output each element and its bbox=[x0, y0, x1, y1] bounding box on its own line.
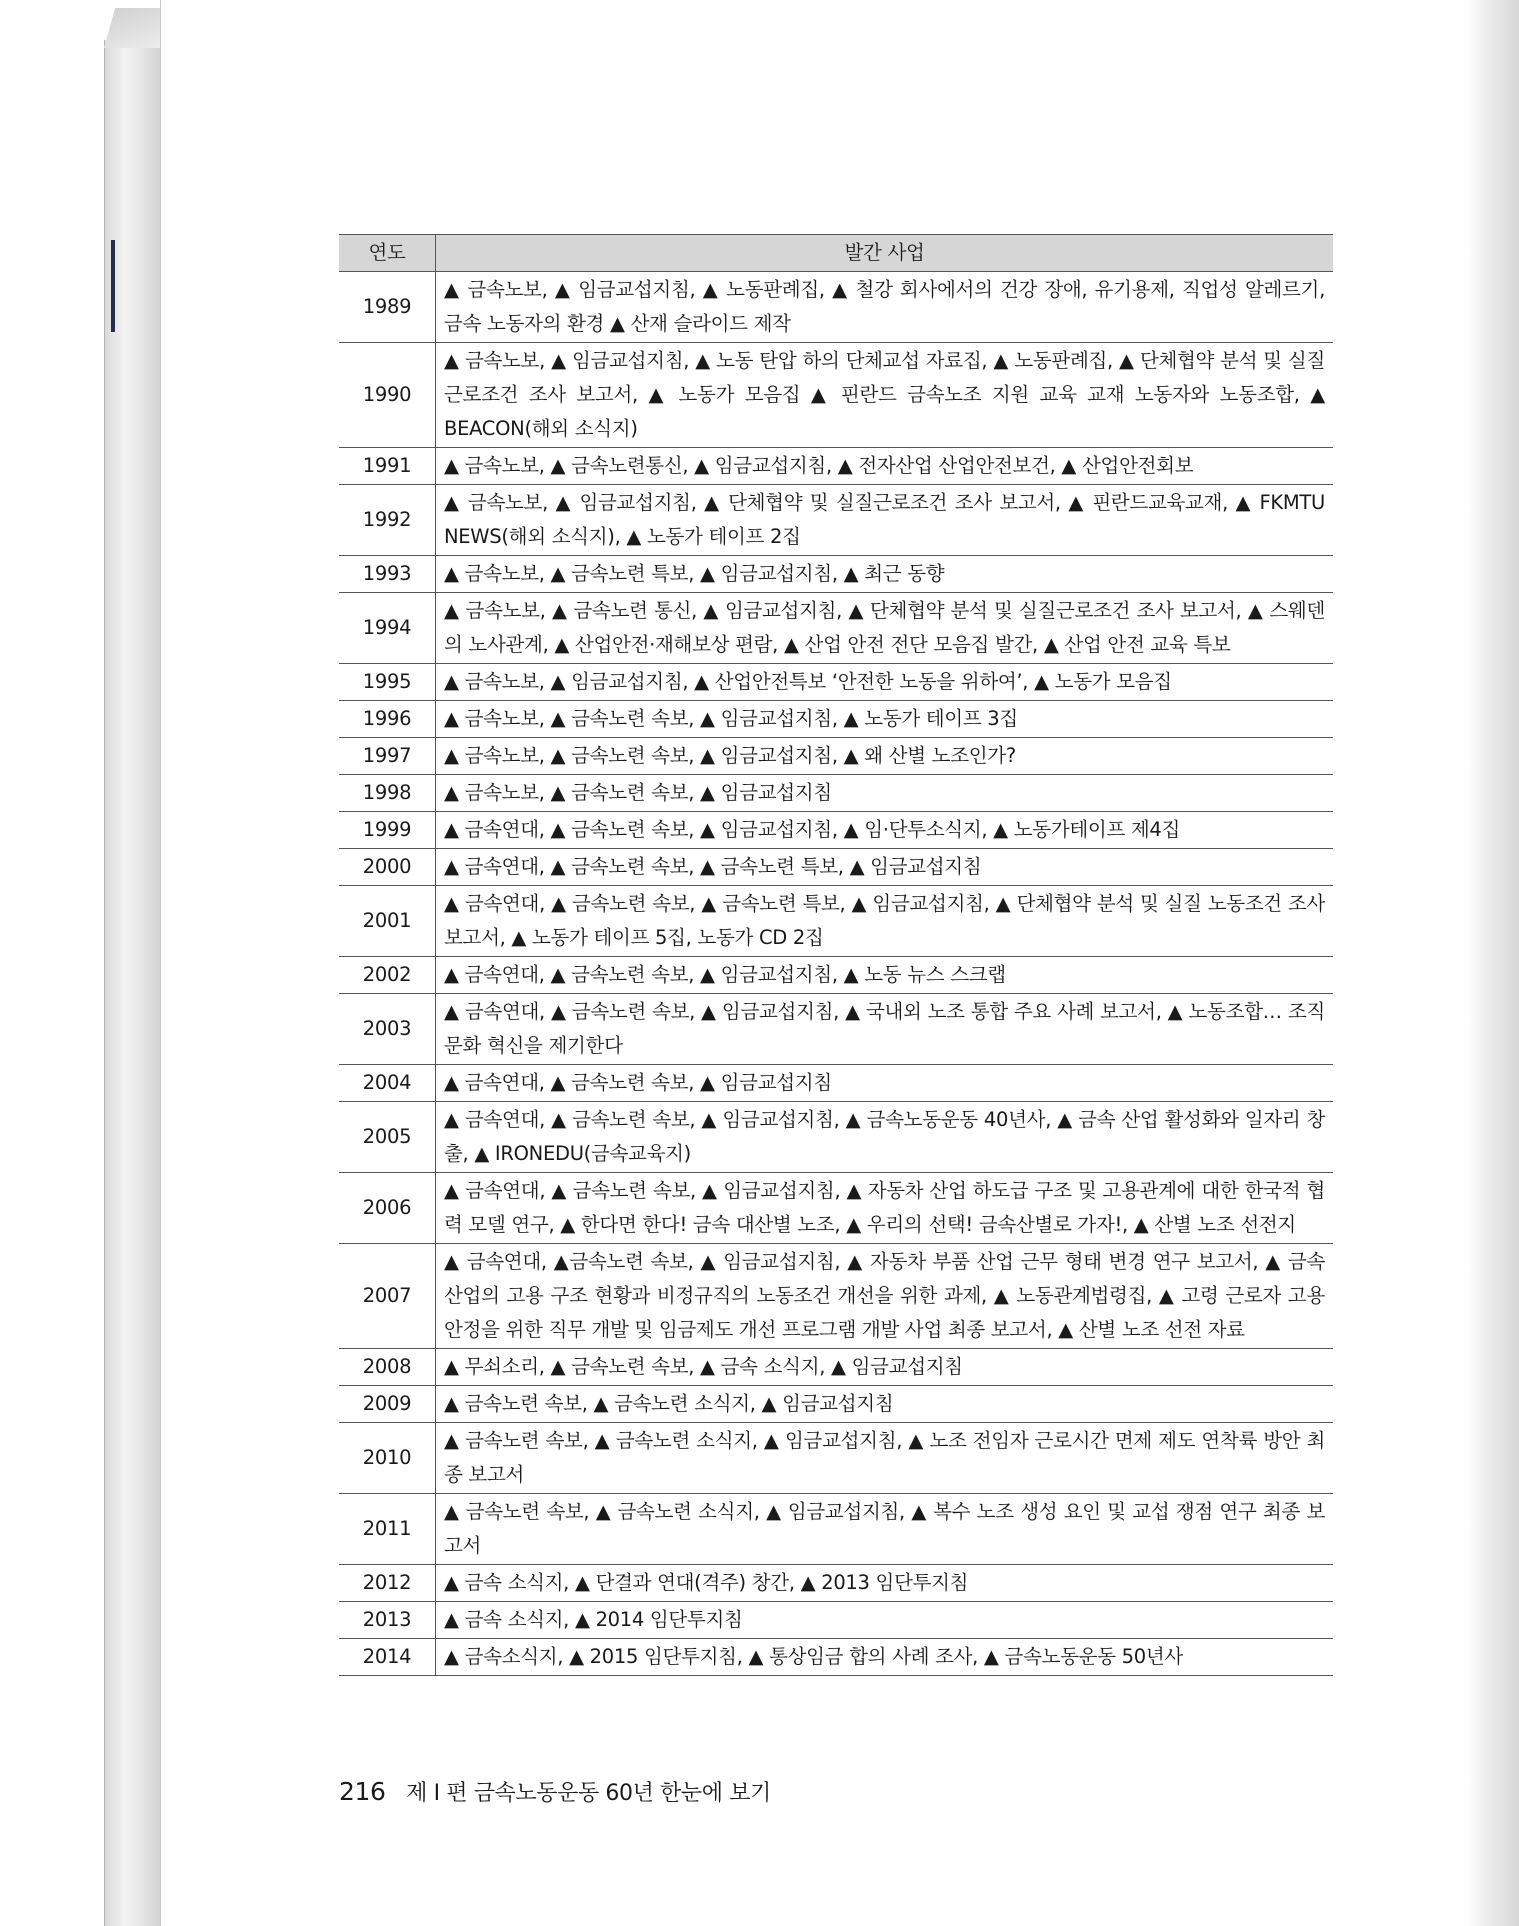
table-row bbox=[339, 1565, 1333, 1602]
publications-cell: ▲ 금속노보, ▲ 임금교섭지침, ▲ 산업안전특보 ‘안전한 노동을 위하여’, ▲ 노동가 모음집 bbox=[436, 664, 1334, 701]
year-cell: 1994 bbox=[339, 593, 436, 664]
table-row bbox=[339, 775, 1333, 812]
year-cell: 1999 bbox=[339, 812, 436, 849]
table-row bbox=[339, 849, 1333, 886]
publications-cell: ▲ 금속연대, ▲ 금속노련 속보, ▲ 임금교섭지침, ▲ 자동차 산업 하도급 구조 및 고용관계에 대한 한국적 협력 모델 연구, ▲ 한다면 한다! 금속 대산별 노조, ▲ 우리의 선택! 금속산별로 가자!, ▲ 산별 노조 선전지 bbox=[436, 1173, 1334, 1244]
publications-cell: ▲ 금속연대, ▲ 금속노련 속보, ▲ 임금교섭지침, ▲ 국내외 노조 통합 주요 사례 보고서, ▲ 노동조합… 조직문화 혁신을 제기한다 bbox=[436, 994, 1334, 1065]
page-footer bbox=[339, 1776, 771, 1807]
year-cell: 2005 bbox=[339, 1102, 436, 1173]
page-curl-shadow bbox=[1467, 0, 1519, 1926]
table-row bbox=[339, 1386, 1333, 1423]
publications-cell: ▲ 금속노보, ▲ 임금교섭지침, ▲ 노동판례집, ▲ 철강 회사에서의 건강 장애, 유기용제, 직업성 알레르기, 금속 노동자의 환경 ▲ 산재 슬라이드 제작 bbox=[436, 272, 1334, 343]
publications-cell: ▲ 금속연대, ▲ 금속노련 속보, ▲ 금속노련 특보, ▲ 임금교섭지침, ▲ 단체협약 분석 및 실질 노동조건 조사 보고서, ▲ 노동가 테이프 5집, 노동가 CD 2집 bbox=[436, 886, 1334, 957]
publications-cell: ▲ 금속노보, ▲ 금속노련 속보, ▲ 임금교섭지침, ▲ 왜 산별 노조인가? bbox=[436, 738, 1334, 775]
table-row bbox=[339, 957, 1333, 994]
book-page-stack-top bbox=[104, 8, 160, 48]
table-row bbox=[339, 1244, 1333, 1349]
year-cell: 2003 bbox=[339, 994, 436, 1065]
year-cell: 2000 bbox=[339, 849, 436, 886]
chapter-title: 제 I 편 금속노동운동 60년 한눈에 보기 bbox=[406, 1781, 771, 1806]
year-cell: 2007 bbox=[339, 1244, 436, 1349]
table-row bbox=[339, 343, 1333, 448]
publications-cell: ▲ 금속연대, ▲금속노련 속보, ▲ 임금교섭지침, ▲ 자동차 부품 산업 근무 형태 변경 연구 보고서, ▲ 금속 산업의 고용 구조 현황과 비정규직의 노동조건 개선을 위한 과제, ▲ 노동관계법령집, ▲ 고령 근로자 고용 안정을 위한 직무 개발 및 임금제도 개선 프로그램 개발 사업 최종 보고서, ▲ 산별 노조 선전 자료 bbox=[436, 1244, 1334, 1349]
table-row bbox=[339, 556, 1333, 593]
table-row bbox=[339, 701, 1333, 738]
table-header-row bbox=[339, 235, 1333, 272]
publications-cell: ▲ 금속소식지, ▲ 2015 임단투지침, ▲ 통상임금 합의 사례 조사, ▲ 금속노동운동 50년사 bbox=[436, 1639, 1334, 1676]
year-column-header: 연도 bbox=[339, 235, 436, 272]
table-row bbox=[339, 664, 1333, 701]
publications-cell: ▲ 금속 소식지, ▲ 2014 임단투지침 bbox=[436, 1602, 1334, 1639]
publications-cell: ▲ 금속연대, ▲ 금속노련 속보, ▲ 임금교섭지침, ▲ 노동 뉴스 스크랩 bbox=[436, 957, 1334, 994]
publications-cell: ▲ 금속연대, ▲ 금속노련 속보, ▲ 임금교섭지침 bbox=[436, 1065, 1334, 1102]
table-row bbox=[339, 272, 1333, 343]
table-row bbox=[339, 886, 1333, 957]
year-cell: 1991 bbox=[339, 448, 436, 485]
year-cell: 1992 bbox=[339, 485, 436, 556]
publications-cell: ▲ 금속 소식지, ▲ 단결과 연대(격주) 창간, ▲ 2013 임단투지침 bbox=[436, 1565, 1334, 1602]
publications-column-header: 발간 사업 bbox=[436, 235, 1334, 272]
publications-cell: ▲ 금속노보, ▲ 금속노련통신, ▲ 임금교섭지침, ▲ 전자산업 산업안전보건, ▲ 산업안전회보 bbox=[436, 448, 1334, 485]
year-cell: 1993 bbox=[339, 556, 436, 593]
publications-cell: ▲ 금속노보, ▲ 금속노련 특보, ▲ 임금교섭지침, ▲ 최근 동향 bbox=[436, 556, 1334, 593]
table-row bbox=[339, 1173, 1333, 1244]
year-cell: 1997 bbox=[339, 738, 436, 775]
year-cell: 1998 bbox=[339, 775, 436, 812]
publications-cell: ▲ 무쇠소리, ▲ 금속노련 속보, ▲ 금속 소식지, ▲ 임금교섭지침 bbox=[436, 1349, 1334, 1386]
table-row bbox=[339, 1494, 1333, 1565]
year-cell: 2012 bbox=[339, 1565, 436, 1602]
table-row bbox=[339, 994, 1333, 1065]
publications-cell: ▲ 금속노련 속보, ▲ 금속노련 소식지, ▲ 임금교섭지침, ▲ 노조 전임자 근로시간 면제 제도 연착륙 방안 최종 보고서 bbox=[436, 1423, 1334, 1494]
publications-cell: ▲ 금속연대, ▲ 금속노련 속보, ▲ 금속노련 특보, ▲ 임금교섭지침 bbox=[436, 849, 1334, 886]
publications-cell: ▲ 금속연대, ▲ 금속노련 속보, ▲ 임금교섭지침, ▲ 금속노동운동 40년사, ▲ 금속 산업 활성화와 일자리 창출, ▲ IRONEDU(금속교육지) bbox=[436, 1102, 1334, 1173]
table-row bbox=[339, 738, 1333, 775]
year-cell: 1989 bbox=[339, 272, 436, 343]
year-cell: 2002 bbox=[339, 957, 436, 994]
year-cell: 1995 bbox=[339, 664, 436, 701]
table-row bbox=[339, 1102, 1333, 1173]
publications-cell: ▲ 금속노보, ▲ 금속노련 속보, ▲ 임금교섭지침, ▲ 노동가 테이프 3집 bbox=[436, 701, 1334, 738]
table-body bbox=[339, 272, 1333, 1676]
year-cell: 2006 bbox=[339, 1173, 436, 1244]
publications-cell: ▲ 금속노보, ▲ 임금교섭지침, ▲ 단체협약 및 실질근로조건 조사 보고서, ▲ 핀란드교육교재, ▲ FKMTU NEWS(해외 소식지), ▲ 노동가 테이프 2집 bbox=[436, 485, 1334, 556]
publications-cell: ▲ 금속노보, ▲ 임금교섭지침, ▲ 노동 탄압 하의 단체교섭 자료집, ▲ 노동판례집, ▲ 단체협약 분석 및 실질근로조건 조사 보고서, ▲ 노동가 모음집 ▲ 핀란드 금속노조 지원 교육 교재 노동자와 노동조합, ▲ BEACON(해외 소식지) bbox=[436, 343, 1334, 448]
year-cell: 1996 bbox=[339, 701, 436, 738]
year-cell: 2010 bbox=[339, 1423, 436, 1494]
table-row bbox=[339, 1602, 1333, 1639]
publications-cell: ▲ 금속노보, ▲ 금속노련 통신, ▲ 임금교섭지침, ▲ 단체협약 분석 및 실질근로조건 조사 보고서, ▲ 스웨덴의 노사관계, ▲ 산업안전·재해보상 편람, ▲ 산업 안전 전단 모음집 발간, ▲ 산업 안전 교육 특보 bbox=[436, 593, 1334, 664]
table-row bbox=[339, 812, 1333, 849]
year-cell: 2004 bbox=[339, 1065, 436, 1102]
publications-cell: ▲ 금속연대, ▲ 금속노련 속보, ▲ 임금교섭지침, ▲ 임·단투소식지, ▲ 노동가테이프 제4집 bbox=[436, 812, 1334, 849]
table-row bbox=[339, 1349, 1333, 1386]
year-cell: 2014 bbox=[339, 1639, 436, 1676]
table-row bbox=[339, 448, 1333, 485]
year-cell: 2008 bbox=[339, 1349, 436, 1386]
year-cell: 2009 bbox=[339, 1386, 436, 1423]
table-row bbox=[339, 1639, 1333, 1676]
table-row bbox=[339, 593, 1333, 664]
table-row bbox=[339, 485, 1333, 556]
year-cell: 2011 bbox=[339, 1494, 436, 1565]
publications-cell: ▲ 금속노련 속보, ▲ 금속노련 소식지, ▲ 임금교섭지침 bbox=[436, 1386, 1334, 1423]
table-row bbox=[339, 1065, 1333, 1102]
publications-cell: ▲ 금속노련 속보, ▲ 금속노련 소식지, ▲ 임금교섭지침, ▲ 복수 노조 생성 요인 및 교섭 쟁점 연구 최종 보고서 bbox=[436, 1494, 1334, 1565]
publications-table bbox=[339, 234, 1333, 1676]
publications-cell: ▲ 금속노보, ▲ 금속노련 속보, ▲ 임금교섭지침 bbox=[436, 775, 1334, 812]
year-cell: 1990 bbox=[339, 343, 436, 448]
year-cell: 2001 bbox=[339, 886, 436, 957]
year-cell: 2013 bbox=[339, 1602, 436, 1639]
table-row bbox=[339, 1423, 1333, 1494]
edge-bookmark-strip bbox=[111, 240, 115, 332]
page-number: 216 bbox=[339, 1777, 386, 1806]
